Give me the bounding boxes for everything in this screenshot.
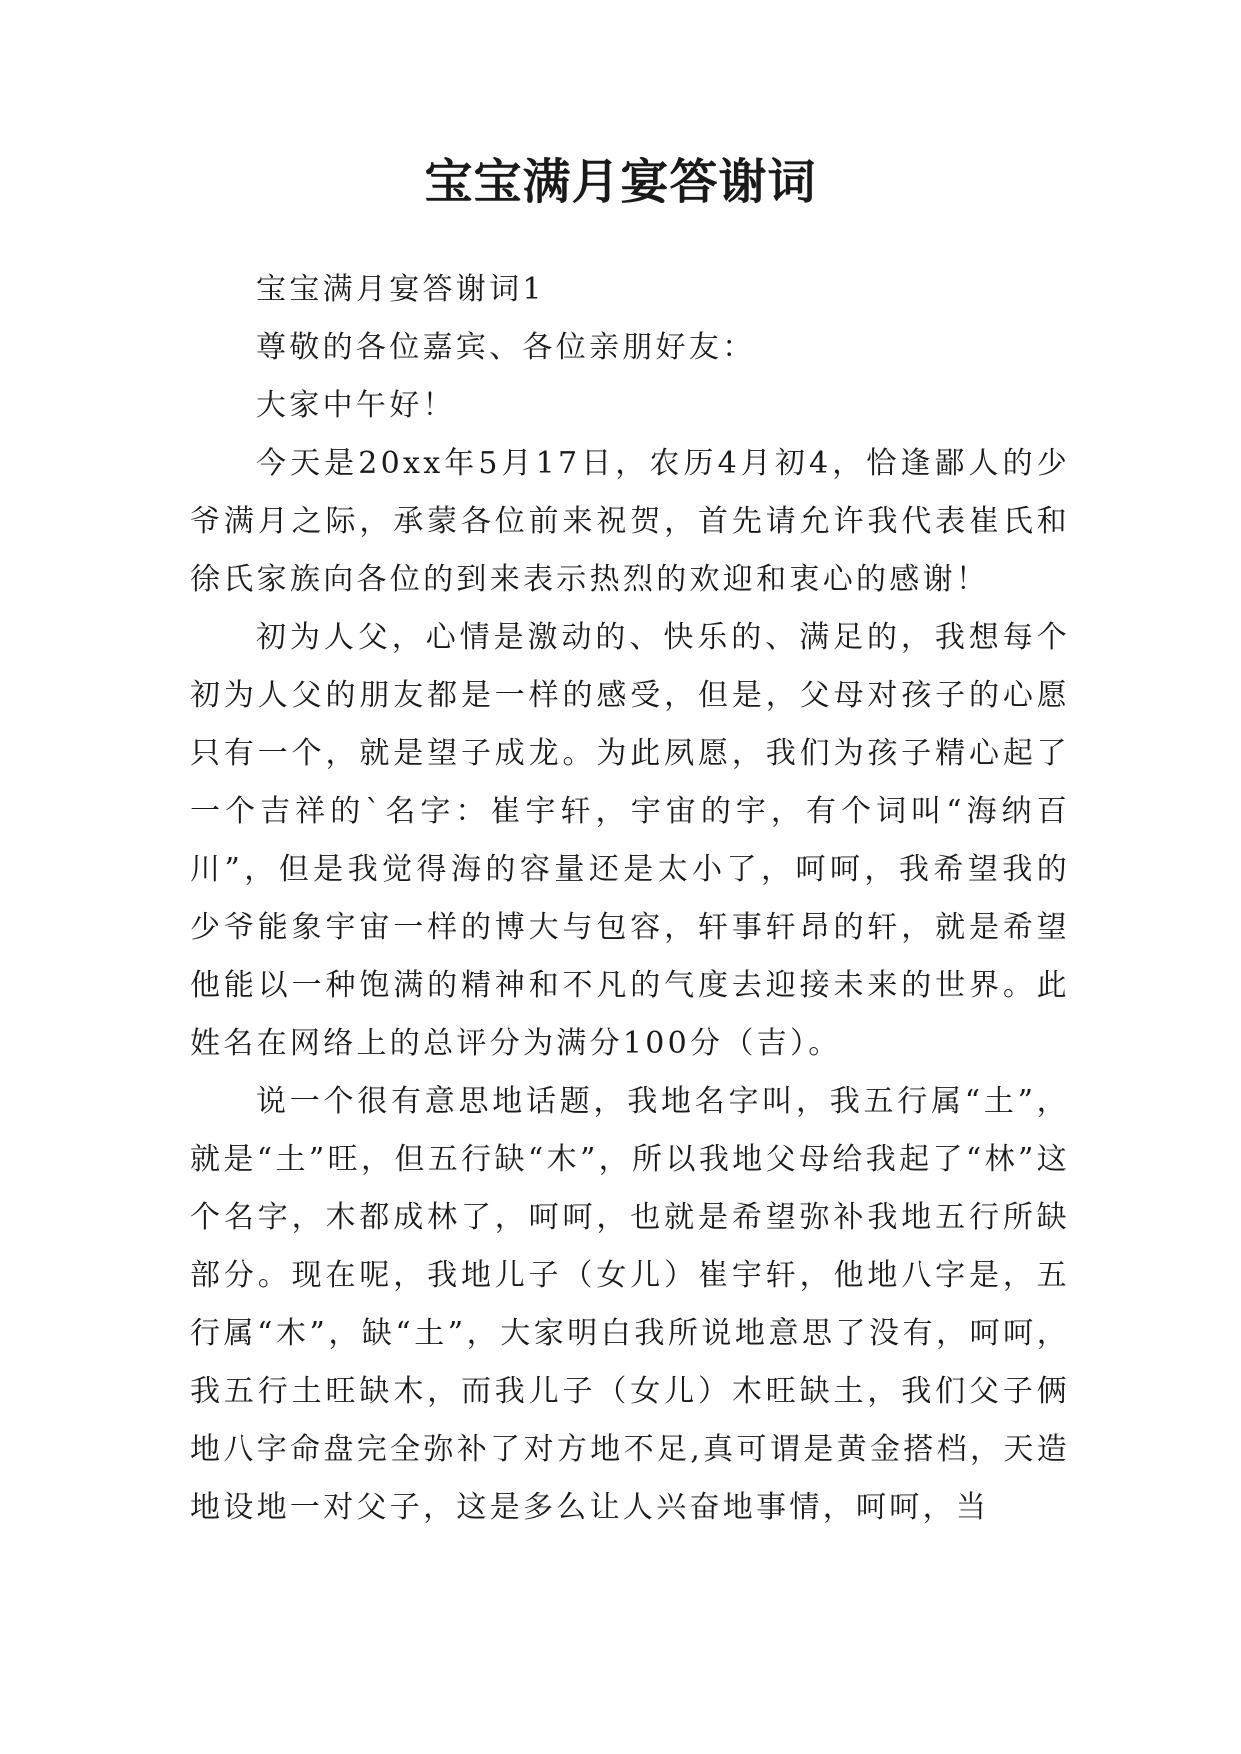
section-heading: 宝宝满月宴答谢词1	[256, 272, 545, 307]
salutation: 尊敬的各位嘉宾、各位亲朋好友：	[256, 330, 756, 365]
document-title: 宝宝满月宴答谢词	[424, 154, 817, 210]
paragraph-naming: 初为人父，心情是激动的、快乐的、满足的，我想每个初为人父的朋友都是一样的感受，但是，父母对孩子的心愿只有一个，就是望子成龙。为此夙愿，我们为孩子精心起了一个吉祥的`名字：崔宇轩，宇宙的宇，有个词叫“海纳百川”，但是我觉得海的容量还是太小了，呵呵，我希望我的少爷能象宇宙一样的博大与包容，轩事轩昂的轩，就是希望他能以一种饱满的精神和不凡的气度去迎接未来的世界。此姓名在网络上的总评分为满分100分（吉）。	[190, 620, 1070, 1061]
document-body	[190, 261, 1070, 1537]
paragraph-five-elements: 说一个很有意思地话题，我地名字叫，我五行属“土”，就是“土”旺，但五行缺“木”，所以我地父母给我起了“林”这个名字，木都成林了，呵呵，也就是希望弥补我地五行所缺部分。现在呢，我地儿子（女儿）崔宇轩，他地八字是，五行属“木”，缺“土”，大家明白我所说地意思了没有，呵呵，我五行土旺缺木，而我儿子（女儿）木旺缺土，我们父子俩地八字命盘完全弥补了对方地不足,真可谓是黄金搭档，天造地设地一对父子，这是多么让人兴奋地事情，呵呵，当	[190, 1084, 1070, 1525]
greeting: 大家中午好！	[256, 388, 456, 423]
paragraph-welcome: 今天是20xx年5月17日，农历4月初4，恰逢鄙人的少爷满月之际，承蒙各位前来祝贺，首先请允许我代表崔氏和徐氏家族向各位的到来表示热烈的欢迎和衷心的感谢！	[190, 446, 1070, 597]
